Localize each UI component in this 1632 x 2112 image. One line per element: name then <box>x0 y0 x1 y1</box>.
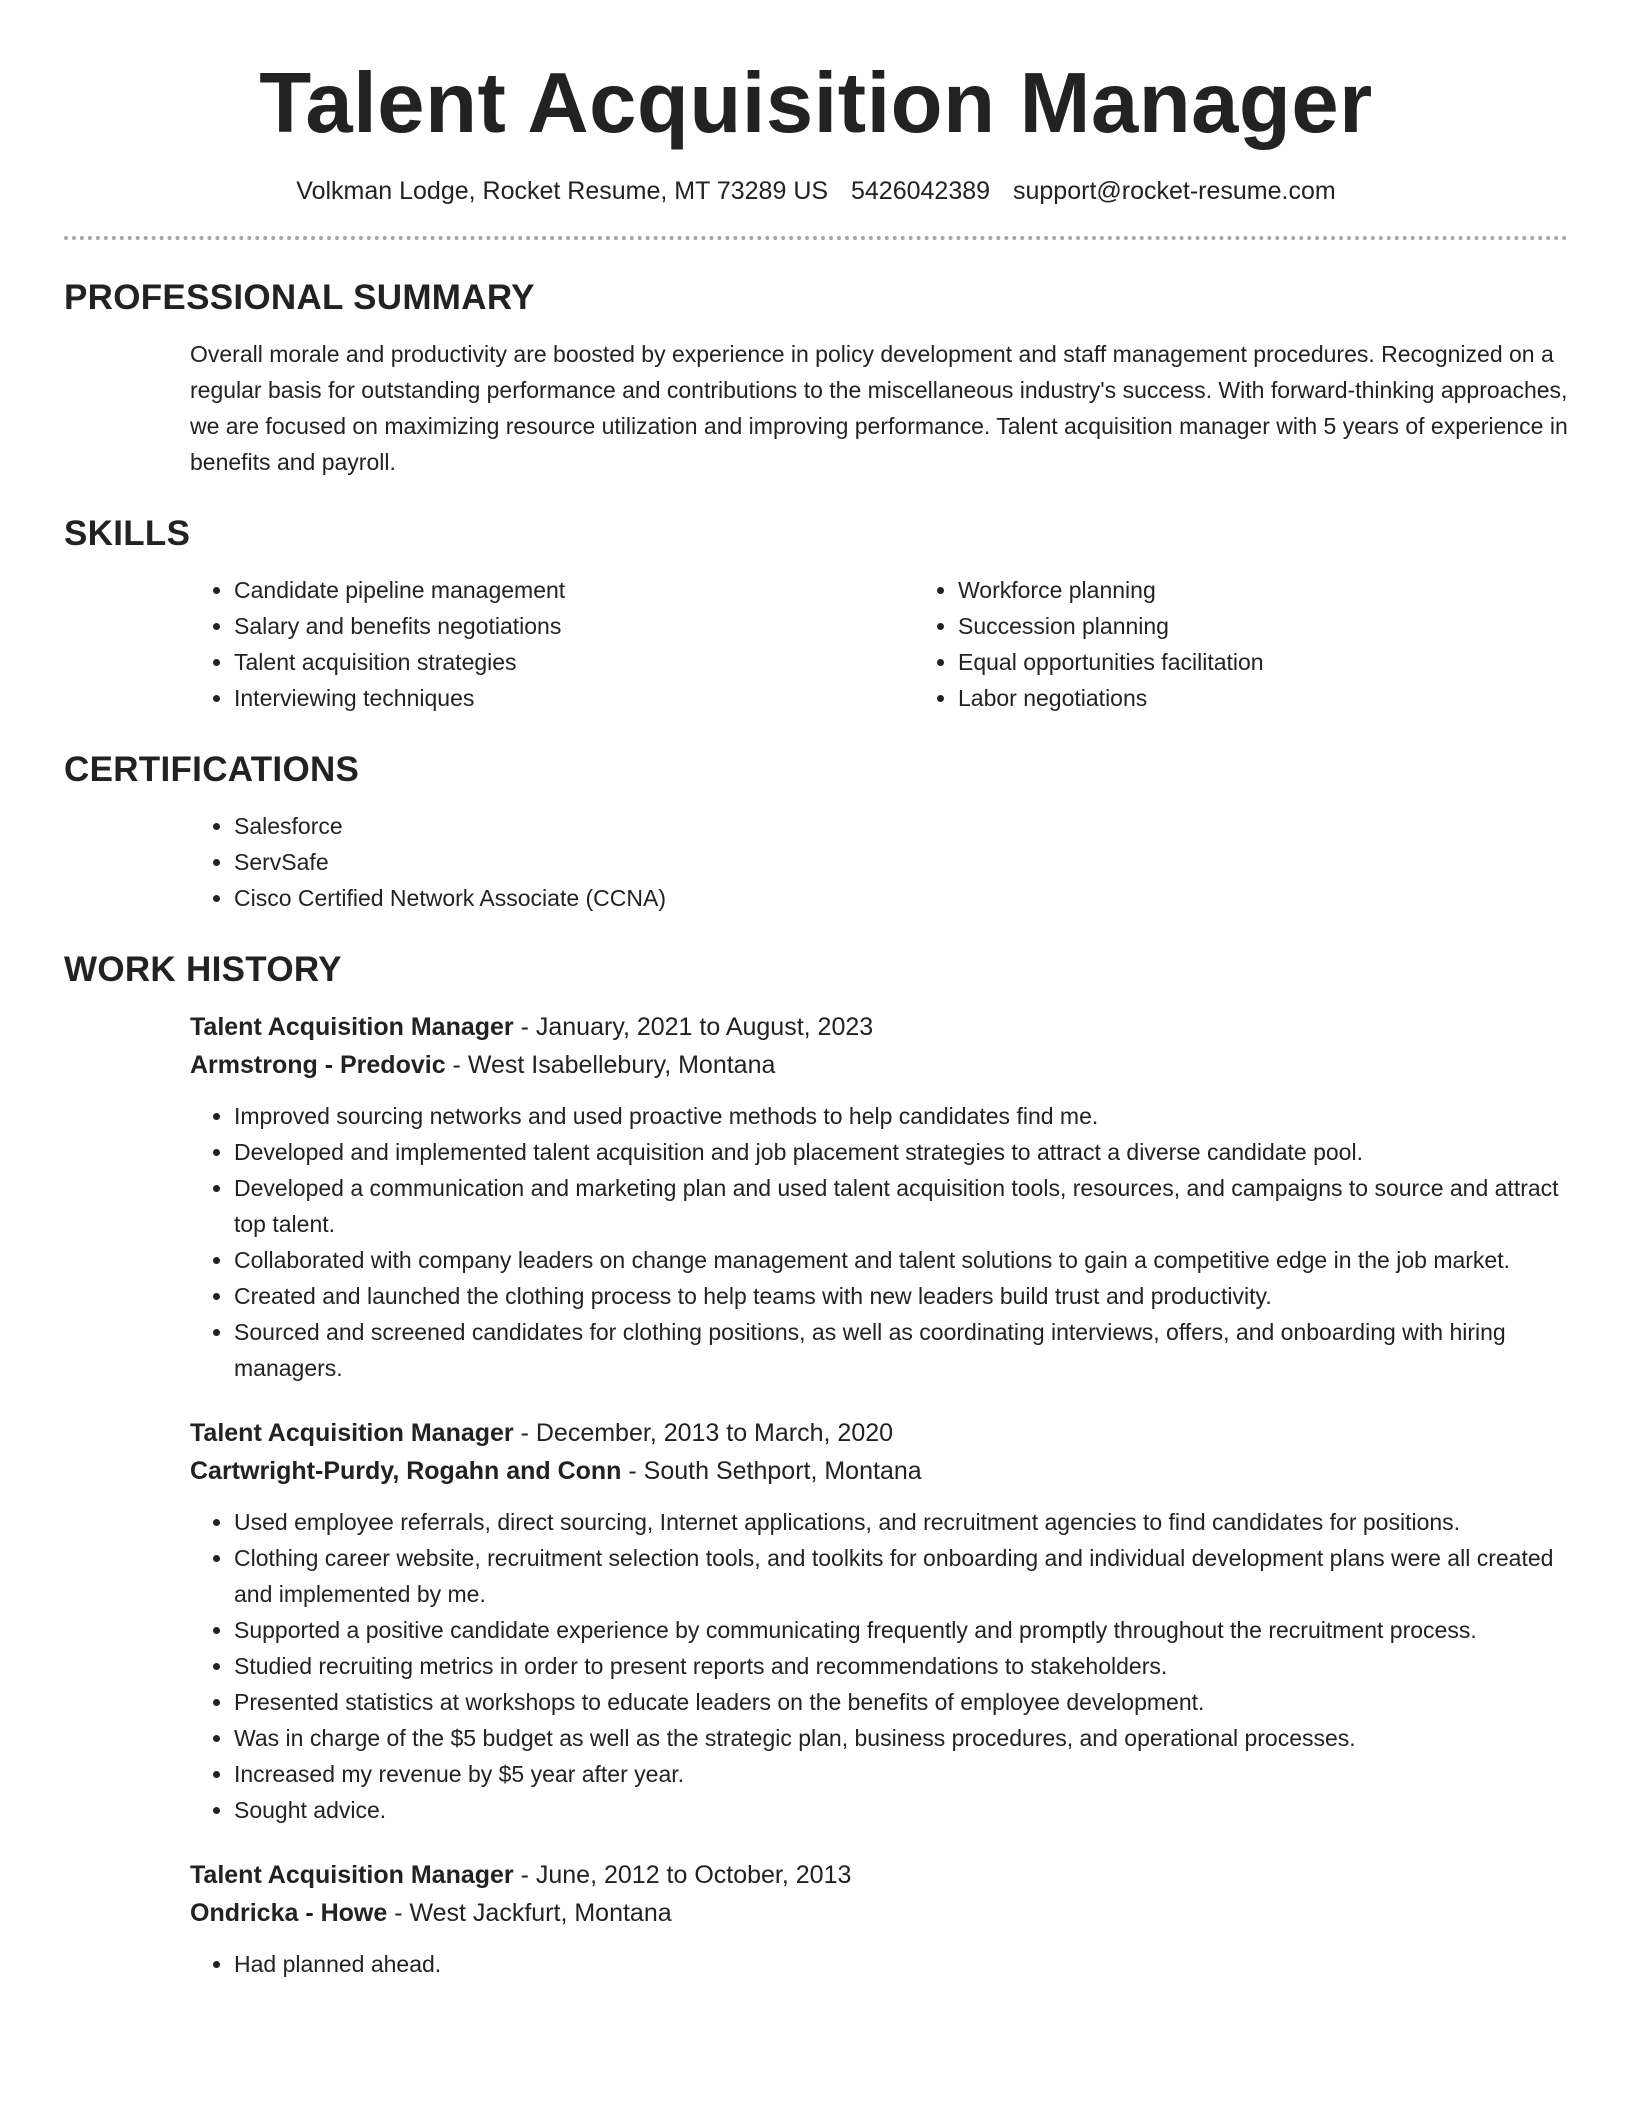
summary-text: Overall morale and productivity are boosted by experience in policy development and staff management procedures. Recognized on a regular basis for outstanding performance and contributions to the miscellaneous industry's success. With forward-thinking approaches, we are focused on maximizing resource utilization and improving performance. Talent acquisition manager with 5 years of experience in benefits and payroll. <box>190 341 1568 475</box>
skill-item: • Succession planning <box>958 608 1632 644</box>
job-bullet: • Was in charge of the $5 budget as well as the strategic plan, business procedures, and operational processes. <box>234 1720 1568 1756</box>
job-company: Ondricka - Howe <box>190 1899 388 1927</box>
job-bullet: • Clothing career website, recruitment selection tools, and toolkits for onboarding and individual development plans were all created and implemented by me. <box>234 1540 1568 1612</box>
job-bullet: • Sought advice. <box>234 1792 1568 1828</box>
job-bullet: • Increased my revenue by $5 year after year. <box>234 1756 1568 1792</box>
job-entry <box>190 1008 1568 1386</box>
job-bullet: • Improved sourcing networks and used proactive methods to help candidates find me. <box>234 1098 1568 1134</box>
job-title-line <box>190 1414 1568 1452</box>
job-bullet: • Supported a positive candidate experience by communicating frequently and promptly throughout the recruitment process. <box>234 1612 1568 1648</box>
resume-name: Talent Acquisition Manager <box>259 56 1373 151</box>
job-company-line <box>190 1046 1568 1084</box>
job-bullet: • Studied recruiting metrics in order to present reports and recommendations to stakeholders. <box>234 1648 1568 1684</box>
summary-heading: PROFESSIONAL SUMMARY <box>64 278 535 317</box>
skill-item: • Equal opportunities facilitation <box>958 644 1632 680</box>
skills-columns <box>190 572 1568 716</box>
job-company: Cartwright-Purdy, Rogahn and Conn <box>190 1457 622 1485</box>
contact-phone: 5426042389 <box>851 177 991 205</box>
contact-address: Volkman Lodge, Rocket Resume, MT 73289 US <box>296 177 829 205</box>
skill-item: • Salary and benefits negotiations <box>234 608 914 644</box>
skill-item: • Workforce planning <box>958 572 1632 608</box>
certification-item: • Cisco Certified Network Associate (CCNA) <box>234 880 1568 916</box>
job-title-line <box>190 1856 1568 1894</box>
job-bullet: • Created and launched the clothing process to help teams with new leaders build trust and productivity. <box>234 1278 1568 1314</box>
certification-item: • Salesforce <box>234 808 1568 844</box>
job-bullets <box>190 1946 1568 1982</box>
contact-line <box>64 174 1568 208</box>
skill-item: • Interviewing techniques <box>234 680 914 716</box>
header-divider <box>64 236 1568 240</box>
skills-list-left <box>190 572 914 716</box>
certification-item: • ServSafe <box>234 844 1568 880</box>
job-dates: - December, 2013 to March, 2020 <box>513 1419 894 1447</box>
job-bullet: • Presented statistics at workshops to educate leaders on the benefits of employee development. <box>234 1684 1568 1720</box>
work-history-body <box>190 1008 1568 1982</box>
job-entry <box>190 1856 1568 1982</box>
certifications-heading: CERTIFICATIONS <box>64 750 360 789</box>
job-bullets <box>190 1504 1568 1828</box>
job-title: Talent Acquisition Manager <box>190 1861 514 1889</box>
certifications-list <box>190 808 1568 916</box>
job-company-line <box>190 1894 1568 1932</box>
job-bullet: • Developed and implemented talent acquisition and job placement strategies to attract a diverse candidate pool. <box>234 1134 1568 1170</box>
job-bullets <box>190 1098 1568 1386</box>
job-dates: - June, 2012 to October, 2013 <box>513 1861 852 1889</box>
skill-item: • Candidate pipeline management <box>234 572 914 608</box>
job-bullet: • Developed a communication and marketing plan and used talent acquisition tools, resources, and campaigns to source and attract top talent. <box>234 1170 1568 1242</box>
job-title: Talent Acquisition Manager <box>190 1013 514 1041</box>
job-bullet: • Used employee referrals, direct sourcing, Internet applications, and recruitment agencies to find candidates for positions. <box>234 1504 1568 1540</box>
job-title-line <box>190 1008 1568 1046</box>
job-location: - South Sethport, Montana <box>621 1457 922 1485</box>
job-dates: - January, 2021 to August, 2023 <box>513 1013 874 1041</box>
job-bullet: • Sourced and screened candidates for clothing positions, as well as coordinating interviews, offers, and onboarding with hiring managers. <box>234 1314 1568 1386</box>
skill-item: • Talent acquisition strategies <box>234 644 914 680</box>
contact-email: support@rocket-resume.com <box>1013 177 1336 205</box>
job-title: Talent Acquisition Manager <box>190 1419 514 1447</box>
work-history-heading: WORK HISTORY <box>64 950 342 989</box>
skills-list-right <box>914 572 1632 716</box>
job-company-line <box>190 1452 1568 1490</box>
job-bullet: • Had planned ahead. <box>234 1946 1568 1982</box>
job-location: - West Isabellebury, Montana <box>445 1051 776 1079</box>
job-location: - West Jackfurt, Montana <box>387 1899 672 1927</box>
certifications-body <box>190 808 1568 916</box>
skill-item: • Labor negotiations <box>958 680 1632 716</box>
skills-heading: SKILLS <box>64 514 191 553</box>
job-bullet: • Collaborated with company leaders on change management and talent solutions to gain a competitive edge in the job market. <box>234 1242 1568 1278</box>
job-entry <box>190 1414 1568 1828</box>
job-company: Armstrong - Predovic <box>190 1051 446 1079</box>
